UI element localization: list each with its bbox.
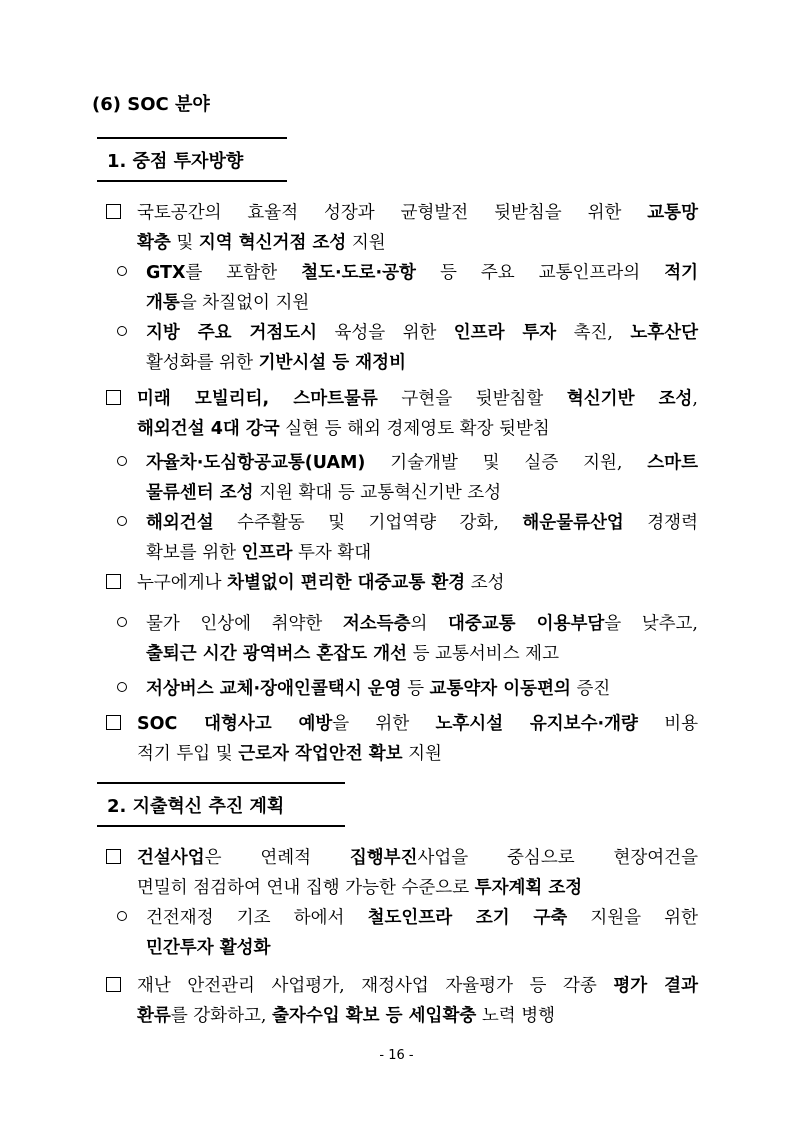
circle-bullet-icon <box>117 318 127 348</box>
circle-bullet-icon <box>117 903 127 933</box>
item-line: 해외건설 수주활동 및 기업역량 강화, 해운물류산업 경쟁력 <box>146 513 698 533</box>
checkbox-bullet-icon <box>106 568 121 598</box>
circle-bullet-icon <box>117 508 127 538</box>
item-line: 물가 인상에 취약한 저소득층의 대중교통 이용부담을 낮추고, <box>146 614 698 634</box>
item-line: SOC 대형사고 예방을 위한 노후시설 유지보수·개량 비용 <box>137 714 698 734</box>
item-line: 확충 및 지역 혁신거점 조성 지원 <box>137 233 386 253</box>
circle-bullet-icon <box>117 258 127 288</box>
bullet-item <box>106 971 698 1031</box>
sub-bullet-item <box>117 609 698 669</box>
item-line: 환류를 강화하고, 출자수입 확보 등 세입확충 노력 병행 <box>137 1006 556 1026</box>
checkbox-bullet-icon <box>106 709 121 739</box>
item-line: 건전재정 기조 하에서 철도인프라 조기 구축 지원을 위한 <box>146 908 698 928</box>
circle-bullet-icon <box>117 448 127 478</box>
bullet-item <box>106 568 698 598</box>
heading-rule-bottom <box>97 180 287 182</box>
item-line: 국토공간의 효율적 성장과 균형발전 뒷받침을 위한 교통망 <box>137 203 698 223</box>
item-line: 개통을 차질없이 지원 <box>146 293 310 313</box>
circle-bullet-icon <box>117 609 127 639</box>
checkbox-bullet-icon <box>106 843 121 873</box>
sub-bullet-item <box>117 903 698 963</box>
item-line: 민간투자 활성화 <box>146 938 271 958</box>
section-title: (6) SOC 분야 <box>92 94 210 115</box>
sub-bullet-item <box>117 448 698 508</box>
heading-text: 2. 지출혁신 추진 계획 <box>107 796 285 817</box>
sub-bullet-item <box>117 318 698 378</box>
bullet-item <box>106 198 698 258</box>
heading-text: 1. 중점 투자방향 <box>107 151 244 172</box>
sub-bullet-item <box>117 674 698 704</box>
item-line: 건설사업은 연례적 집행부진사업을 중심으로 현장여건을 <box>137 848 698 868</box>
subsection-heading-2 <box>97 782 347 827</box>
heading-rule-bottom <box>97 825 345 827</box>
sub-bullet-item <box>117 258 698 318</box>
subsection-heading-1 <box>97 137 347 182</box>
circle-bullet-icon <box>117 674 127 704</box>
item-line: 출퇴근 시간 광역버스 혼잡도 개선 등 교통서비스 제고 <box>146 644 559 664</box>
item-line: 미래 모빌리티, 스마트물류 구현을 뒷받침할 혁신기반 조성, <box>137 389 698 409</box>
item-line: 면밀히 점검하여 연내 집행 가능한 수준으로 투자계획 조정 <box>137 878 583 898</box>
item-line: 확보를 위한 인프라 투자 확대 <box>146 543 372 563</box>
item-line: 적기 투입 및 근로자 작업안전 확보 지원 <box>137 744 442 764</box>
item-line: 활성화를 위한 기반시설 등 재정비 <box>146 353 406 373</box>
sub-bullet-item <box>117 508 698 568</box>
item-line: 해외건설 4대 강국 실현 등 해외 경제영토 확장 뒷받침 <box>137 419 550 439</box>
item-line: 재난 안전관리 사업평가, 재정사업 자율평가 등 각종 평가 결과 <box>137 976 698 996</box>
checkbox-bullet-icon <box>106 971 121 1001</box>
item-line: GTX를 포함한 철도·도로·공항 등 주요 교통인프라의 적기 <box>146 263 698 283</box>
checkbox-bullet-icon <box>106 384 121 414</box>
item-line: 지방 주요 거점도시 육성을 위한 인프라 투자 촉진, 노후산단 <box>146 323 698 343</box>
page-number: - 16 - <box>379 1048 414 1063</box>
item-line: 저상버스 교체·장애인콜택시 운영 등 교통약자 이동편의 증진 <box>146 679 611 699</box>
bullet-item <box>106 384 698 444</box>
bullet-item <box>106 709 698 769</box>
item-line: 물류센터 조성 지원 확대 등 교통혁신기반 조성 <box>146 483 502 503</box>
item-line: 누구에게나 차별없이 편리한 대중교통 환경 조성 <box>137 573 505 593</box>
checkbox-bullet-icon <box>106 198 121 228</box>
item-line: 자율차·도심항공교통(UAM) 기술개발 및 실증 지원, 스마트 <box>146 453 698 473</box>
bullet-item <box>106 843 698 903</box>
